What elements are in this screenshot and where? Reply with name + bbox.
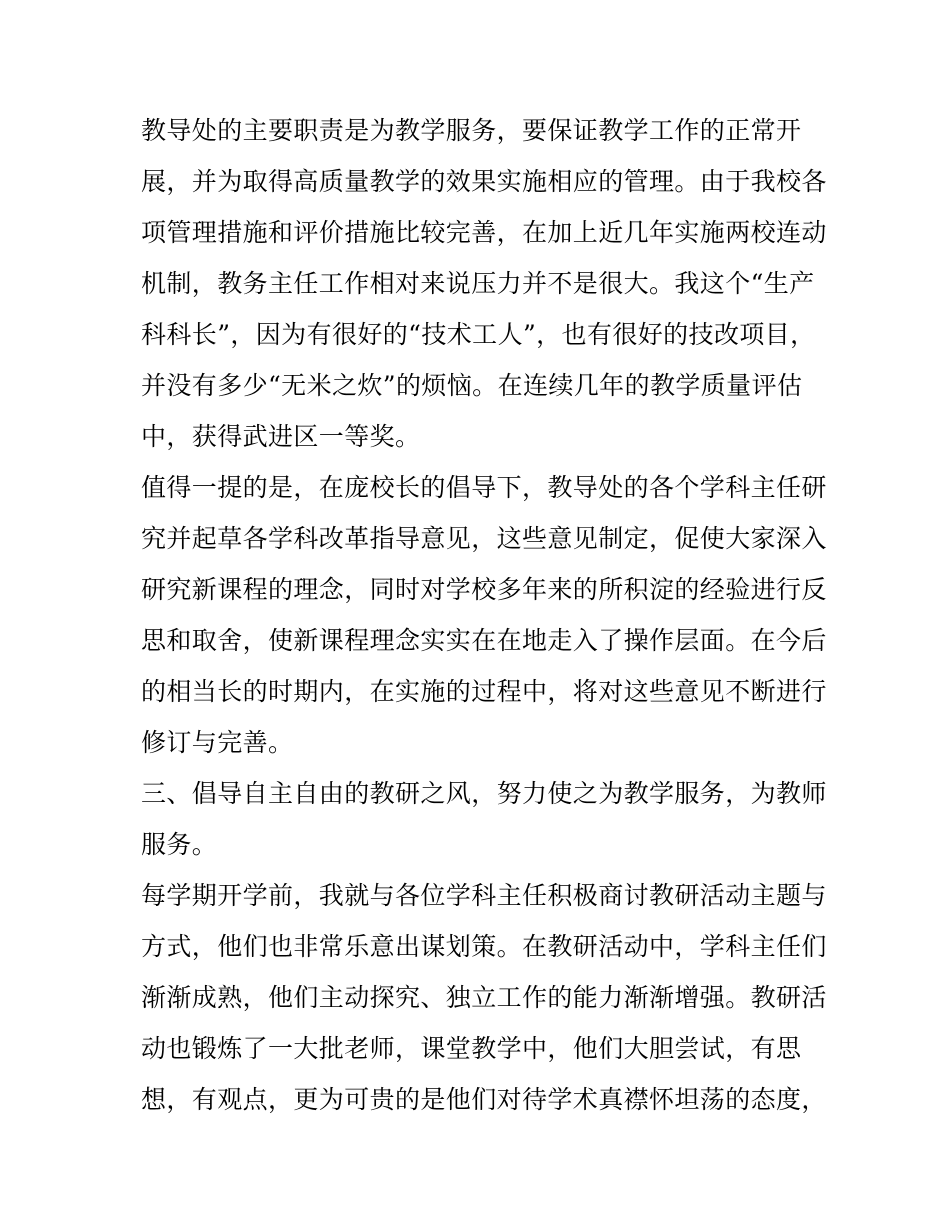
text-line: 思和取舍，使新课程理念实实在在地走入了操作层面。在今后 [141,626,827,655]
text-line: 科科长”，因为有很好的“技术工人”，也有很好的技改项目， [141,320,816,349]
text-line: 研究新课程的理念，同时对学校多年来的所积淀的经验进行反 [141,575,827,604]
text-line: 并没有多少“无米之炊”的烦恼。在连续几年的教学质量评估 [141,371,803,400]
text-line: 方式，他们也非常乐意出谋划策。在教研活动中，学科主任们 [141,932,827,961]
text-line: 究并起草各学科改革指导意见，这些意见制定，促使大家深入 [141,524,827,553]
section-heading: 服务。 [141,830,218,859]
section-heading: 三、倡导自主自由的教研之风，努力使之为教学服务，为教师 [141,779,827,808]
text-line: 机制，教务主任工作相对来说压力并不是很大。我这个“生产 [141,269,815,298]
text-line: 项管理措施和评价措施比较完善，在加上近几年实施两校连动 [141,218,827,247]
text-line: 动也锻炼了一大批老师，课堂教学中，他们大胆尝试，有思 [141,1034,802,1063]
text-line: 展，并为取得高质量教学的效果实施相应的管理。由于我校各 [141,167,827,196]
text-line: 想，有观点，更为可贵的是他们对待学术真襟怀坦荡的态度， [141,1085,827,1114]
document-body [141,105,827,1125]
text-line: 修订与完善。 [141,728,294,757]
text-line: 每学期开学前，我就与各位学科主任积极商讨教研活动主题与 [141,881,827,910]
text-line: 渐渐成熟，他们主动探究、独立工作的能力渐渐增强。教研活 [141,983,827,1012]
text-line: 教导处的主要职责是为教学服务，要保证教学工作的正常开 [141,116,802,145]
text-line: 中，获得武进区一等奖。 [141,422,421,451]
text-line: 的相当长的时期内，在实施的过程中，将对这些意见不断进行 [141,677,827,706]
text-line: 值得一提的是，在庞校长的倡导下，教导处的各个学科主任研 [141,473,827,502]
